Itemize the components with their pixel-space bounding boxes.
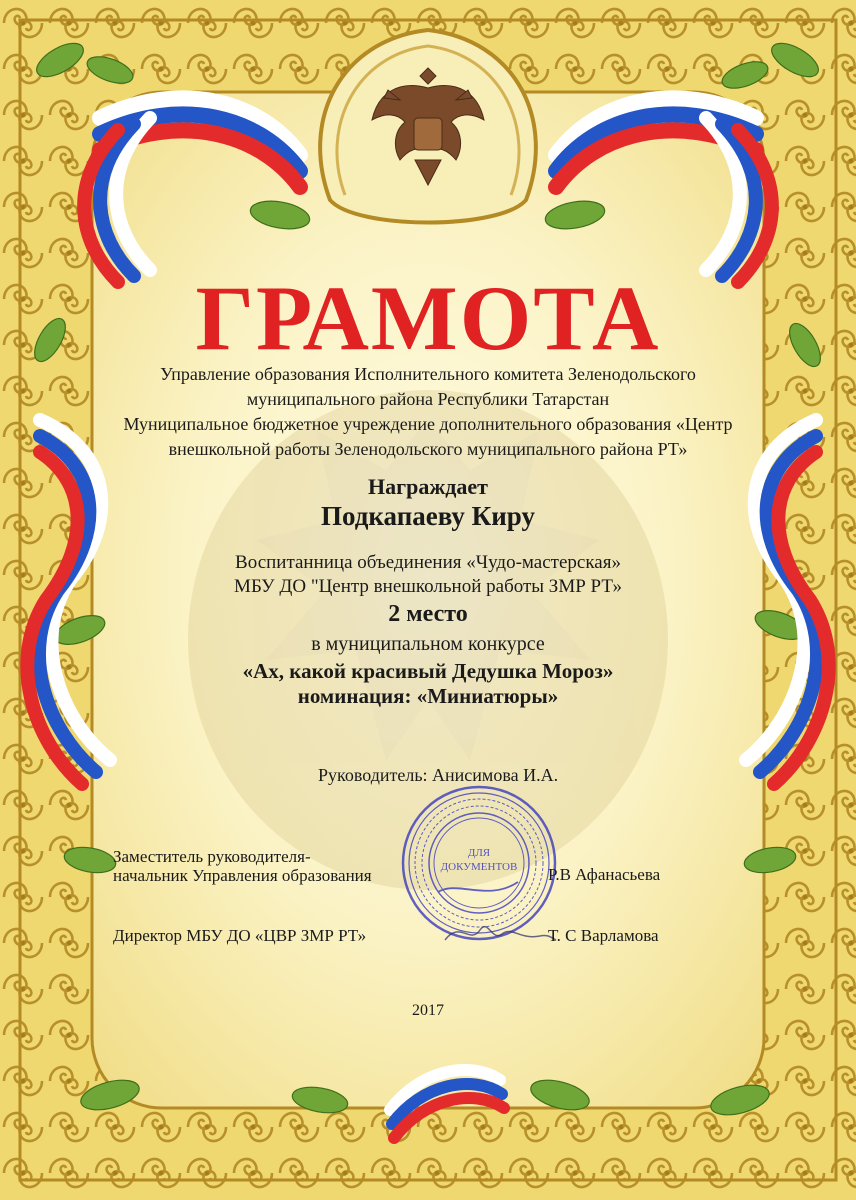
issuer-line-2: муниципального района Республики Татарстан (246, 389, 610, 409)
issuer-line-3: Муниципальное бюджетное учреждение дополнительного образования «Центр (123, 414, 733, 434)
signatory1-title-line-2: начальник Управления образования (113, 866, 372, 885)
signatory2-name: Т. С Варламова (548, 926, 659, 945)
description-line-2: МБУ ДО "Центр внешкольной работы ЗМР РТ» (234, 576, 622, 597)
stamp-line-1: ДЛЯ (467, 847, 491, 859)
signatory1-name: Р.В Афанасьева (548, 865, 661, 884)
supervisor: Руководитель: Анисимова И.А. (318, 765, 559, 785)
awards-label: Награждает (368, 474, 488, 499)
recipient-name: Подкапаеву Киру (321, 501, 535, 531)
contest-name: «Ах, какой красивый Дедушка Мороз» (242, 659, 614, 683)
award-place: 2 место (388, 601, 468, 627)
director-signature (440, 900, 560, 960)
issuer-line-1: Управление образования Исполнительного комитета Зеленодольского (160, 364, 696, 384)
issuer-line-4: внешкольной работы Зеленодольского муниципального района РТ» (168, 439, 688, 459)
signatory2-title: Директор МБУ ДО «ЦВР ЗМР РТ» (113, 926, 367, 945)
issue-year: 2017 (412, 1002, 444, 1019)
certificate-title: ГРАМОТА (195, 267, 661, 369)
contest-intro: в муниципальном конкурсе (311, 633, 545, 655)
nomination: номинация: «Миниатюры» (297, 684, 559, 708)
signatory1-title-line-1: Заместитель руководителя- (113, 847, 311, 866)
stamp-line-2: ДОКУМЕНТОВ (440, 861, 518, 873)
description-line-1: Воспитанница объединения «Чудо-мастерская» (235, 552, 621, 573)
